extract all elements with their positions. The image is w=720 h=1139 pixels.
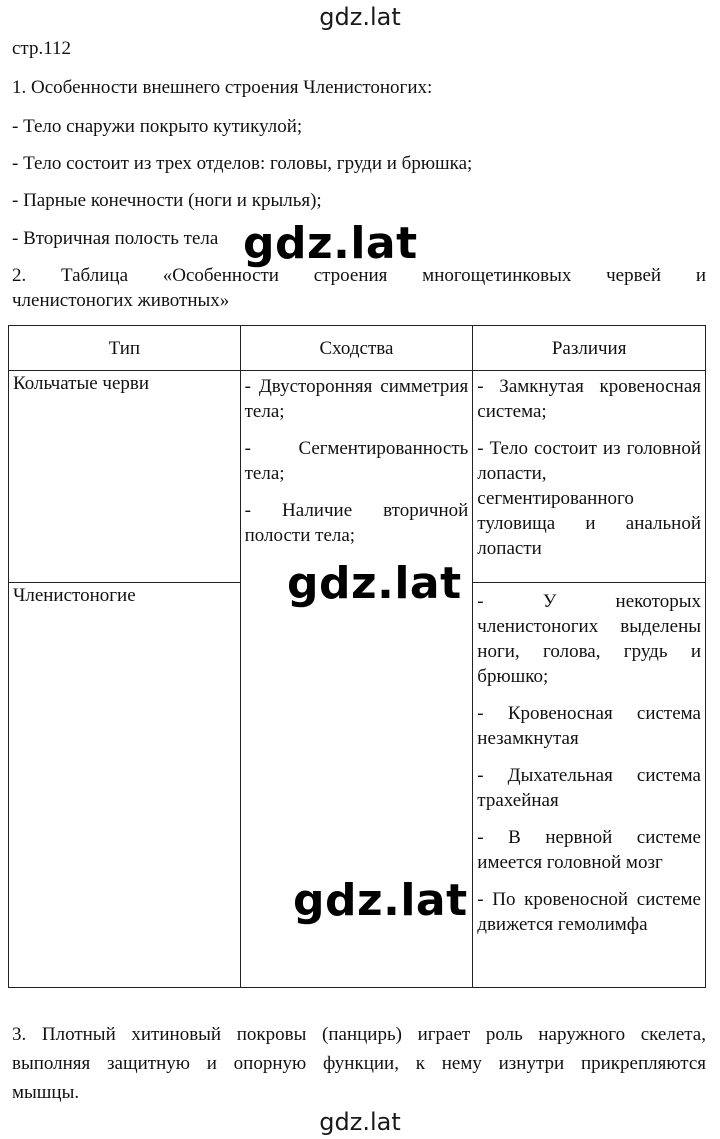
- type-annelids: Кольчатые черви: [9, 371, 241, 583]
- difference-item: - Тело состоит из головной лопасти, сегментированного туловища и анальной лопасти: [477, 438, 701, 559]
- q2-heading-line1: 2. Таблица «Особенности строения многощетинковых червей и: [12, 265, 706, 286]
- similarity-item: - Сегментированность тела;: [244, 438, 469, 484]
- table-header-row: [9, 326, 706, 371]
- difference-item: - Замкнутая кровеносная система;: [477, 376, 701, 422]
- difference-item: - Кровеносная система незамкнутая: [477, 703, 701, 749]
- q3-line: выполняя защитную и опорную функции, к нему изнутри прикрепляются: [12, 1053, 706, 1074]
- header-type: Тип: [9, 326, 241, 371]
- arthropod-differences-cell: [473, 583, 706, 988]
- q3-line: мышцы.: [12, 1082, 80, 1103]
- header-similarities: Сходства: [240, 326, 473, 371]
- difference-item: - Дыхательная система трахейная: [477, 765, 701, 811]
- similarity-item: - Наличие вторичной полости тела;: [244, 500, 469, 546]
- table-row: [9, 371, 706, 583]
- q1-item: - Вторичная полость тела: [12, 228, 219, 249]
- q1-heading: 1. Особенности внешнего строения Членистоногих:: [12, 77, 433, 98]
- watermark-large: gdz.lat: [287, 558, 462, 609]
- difference-item: - В нервной системе имеется головной мозг: [477, 827, 701, 873]
- q3-line: 3. Плотный хитиновый покровы (панцирь) играет роль наружного скелета,: [12, 1024, 706, 1045]
- q2-heading-line2: членистоногих животных»: [12, 290, 230, 311]
- watermark-large: gdz.lat: [243, 218, 418, 269]
- watermark-bottom: gdz.lat: [319, 1108, 401, 1136]
- q3-paragraph: [12, 1020, 706, 1107]
- watermark-large: gdz.lat: [293, 875, 468, 926]
- q1-item: - Парные конечности (ноги и крылья);: [12, 190, 322, 211]
- q1-item: - Тело состоит из трех отделов: головы, груди и брюшка;: [12, 153, 473, 174]
- annelid-differences-cell: [473, 371, 706, 583]
- type-arthropods: Членистоногие: [9, 583, 241, 988]
- watermark-top: gdz.lat: [319, 3, 401, 31]
- difference-item: - У некоторых членистоногих выделены ноги, голова, грудь и брюшко;: [477, 591, 701, 687]
- similarity-item: - Двусторонняя симметрия тела;: [244, 376, 469, 422]
- header-differences: Различия: [473, 326, 706, 371]
- page-label: стр.112: [12, 38, 72, 59]
- difference-item: - По кровеносной системе движется гемолимфа: [477, 889, 701, 935]
- q1-item: - Тело снаружи покрыто кутикулой;: [12, 116, 303, 137]
